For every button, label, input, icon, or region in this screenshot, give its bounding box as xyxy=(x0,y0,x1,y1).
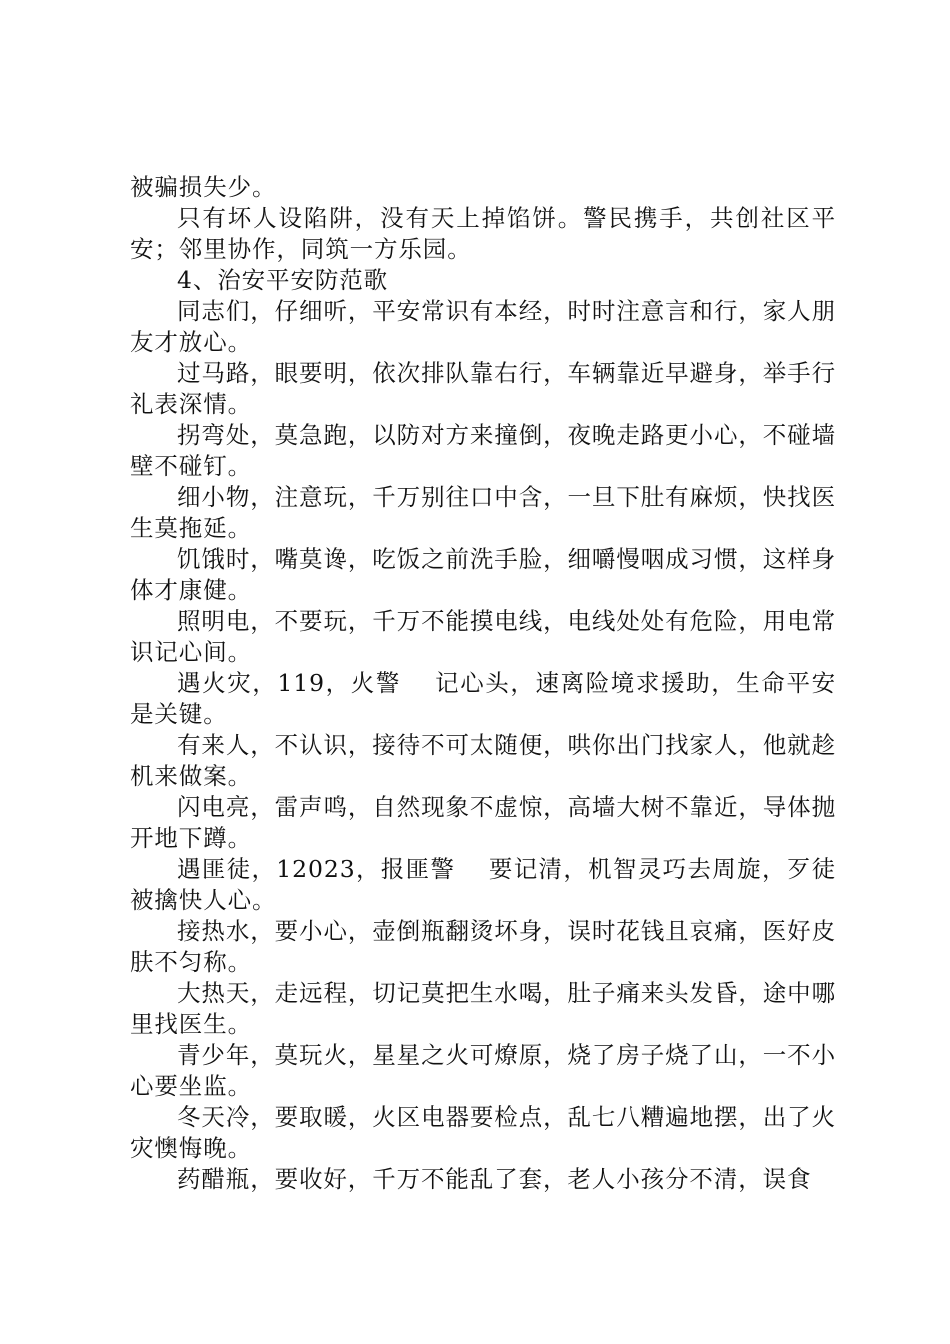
verse-paragraph: 拐弯处，莫急跑，以防对方来撞倒，夜晚走路更小心，不碰墙壁不碰钉。 xyxy=(130,421,836,480)
paragraph: 只有坏人设陷阱，没有天上掉馅饼。警民携手，共创社区平安；邻里协作，同筑一方乐园。 xyxy=(130,204,836,263)
verse-paragraph: 有来人，不认识，接待不可太随便，哄你出门找家人，他就趁机来做案。 xyxy=(130,731,836,790)
verse-paragraph: 青少年，莫玩火，星星之火可燎原，烧了房子烧了山，一不小心要坐监。 xyxy=(130,1041,836,1100)
verse-paragraph: 饥饿时，嘴莫谗，吃饭之前洗手脸，细嚼慢咽成习惯，这样身体才康健。 xyxy=(130,545,836,604)
section-heading: 4、治安平安防范歌 xyxy=(177,266,389,294)
verse-paragraph: 冬天冷，要取暖，火区电器要检点，乱七八糟遍地摆，出了火灾懊悔晚。 xyxy=(130,1103,836,1162)
verse-paragraph: 遇火灾，119，火警 记心头，速离险境求援助，生命平安是关键。 xyxy=(130,669,836,728)
verse-paragraph: 遇匪徒，12023，报匪警 要记清，机智灵巧去周旋，歹徒被擒快人心。 xyxy=(130,855,836,914)
verse-paragraph: 接热水，要小心，壶倒瓶翻烫坏身，误时花钱且哀痛，医好皮肤不匀称。 xyxy=(130,917,836,976)
verse-paragraph: 过马路，眼要明，依次排队靠右行，车辆靠近早避身，举手行礼表深情。 xyxy=(130,359,836,418)
verse-paragraph: 同志们，仔细听，平安常识有本经，时时注意言和行，家人朋友才放心。 xyxy=(130,297,836,356)
verse-paragraph: 照明电，不要玩，千万不能摸电线，电线处处有危险，用电常识记心间。 xyxy=(130,607,836,666)
verse-paragraph: 细小物，注意玩，千万别往口中含，一旦下肚有麻烦，快找医生莫拖延。 xyxy=(130,483,836,542)
verse-paragraph: 大热天，走远程，切记莫把生水喝，肚子痛来头发昏，途中哪里找医生。 xyxy=(130,979,836,1038)
verse-paragraph: 药醋瓶，要收好，千万不能乱了套，老人小孩分不清，误食 xyxy=(177,1165,812,1193)
document-body xyxy=(130,172,836,1195)
verse-paragraph: 闪电亮，雷声鸣，自然现象不虚惊，高墙大树不靠近，导体抛开地下蹲。 xyxy=(130,793,836,852)
paragraph-continuation: 被骗损失少。 xyxy=(130,173,277,201)
